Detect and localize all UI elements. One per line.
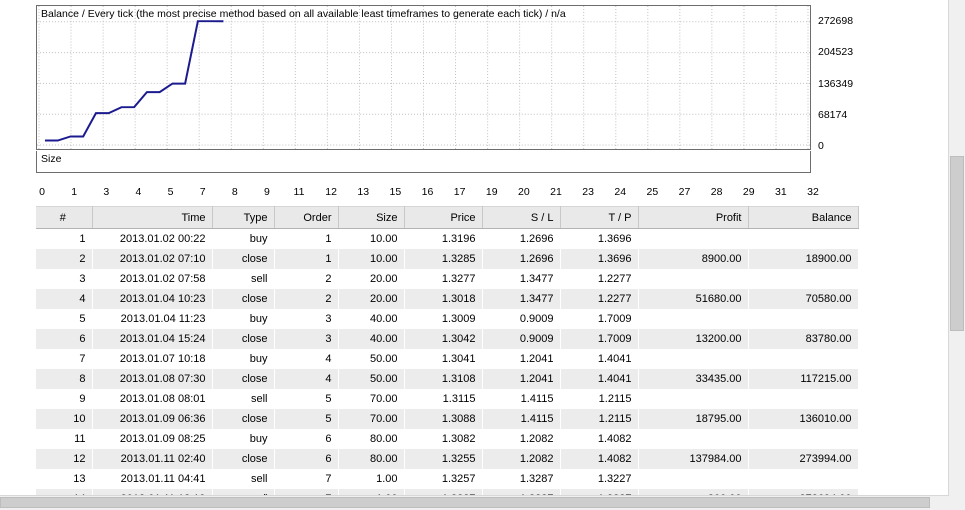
vertical-scrollbar-thumb[interactable] [950, 156, 964, 331]
x-axis-tick-label: 16 [421, 186, 434, 198]
cell-number: 6 [36, 329, 92, 349]
cell-order: 5 [274, 389, 338, 409]
cell-price: 1.3108 [404, 369, 482, 389]
chart-size-label: Size [41, 153, 62, 165]
cell-profit: 137984.00 [638, 449, 748, 469]
cell-number: 2 [36, 249, 92, 269]
cell-profit [638, 389, 748, 409]
cell-profit [638, 349, 748, 369]
cell-price: 1.3041 [404, 349, 482, 369]
cell-tp: 1.2115 [560, 409, 638, 429]
y-axis-tick-label: 68174 [818, 108, 848, 121]
cell-number: 1 [36, 229, 92, 250]
cell-order: 3 [274, 309, 338, 329]
balance-chart [36, 5, 813, 173]
cell-time: 2013.01.04 10:23 [92, 289, 212, 309]
cell-profit [638, 269, 748, 289]
x-axis-tick-label: 11 [293, 186, 305, 198]
cell-tp: 1.3227 [560, 469, 638, 489]
chart-plot-area [36, 5, 811, 150]
table-row[interactable] [36, 289, 858, 309]
x-axis-tick-label: 24 [614, 186, 627, 198]
cell-time: 2013.01.08 08:01 [92, 389, 212, 409]
cell-time: 2013.01.02 00:22 [92, 229, 212, 250]
x-axis-tick-label: 8 [231, 186, 238, 198]
cell-size: 70.00 [338, 389, 404, 409]
cell-price: 1.3257 [404, 469, 482, 489]
cell-balance [748, 269, 858, 289]
cell-balance: 117215.00 [748, 369, 858, 389]
cell-sl: 1.3477 [482, 289, 560, 309]
cell-tp: 1.4082 [560, 449, 638, 469]
col-header-order[interactable]: Order [274, 207, 338, 229]
cell-size: 20.00 [338, 269, 404, 289]
col-header-type[interactable]: Type [212, 207, 274, 229]
cell-sl: 1.2041 [482, 349, 560, 369]
x-axis-tick-label: 20 [518, 186, 530, 198]
x-axis-tick-label: 4 [135, 186, 142, 198]
x-axis-tick-label: 15 [389, 186, 402, 198]
cell-price: 1.3088 [404, 409, 482, 429]
x-axis-tick-label: 25 [646, 186, 659, 198]
cell-number: 9 [36, 389, 92, 409]
cell-type: close [212, 249, 274, 269]
x-axis-tick-label: 23 [582, 186, 594, 198]
cell-profit: 51680.00 [638, 289, 748, 309]
col-header-number[interactable]: # [36, 207, 92, 229]
cell-balance [748, 429, 858, 449]
cell-balance [748, 389, 858, 409]
horizontal-scrollbar-thumb[interactable] [0, 497, 930, 508]
cell-time: 2013.01.07 10:18 [92, 349, 212, 369]
cell-order: 5 [274, 409, 338, 429]
cell-type: close [212, 369, 274, 389]
cell-order: 6 [274, 429, 338, 449]
table-row[interactable] [36, 429, 858, 449]
cell-price: 1.3115 [404, 389, 482, 409]
cell-type: close [212, 289, 274, 309]
chart-size-pane [36, 151, 811, 173]
chart-y-axis-labels [818, 5, 888, 150]
cell-number: 12 [36, 449, 92, 469]
table-row[interactable] [36, 249, 858, 269]
cell-profit: 13200.00 [638, 329, 748, 349]
cell-time: 2013.01.08 07:30 [92, 369, 212, 389]
y-axis-tick-label: 0 [818, 140, 824, 152]
col-header-size[interactable]: Size [338, 207, 404, 229]
x-axis-tick-label: 28 [710, 186, 723, 198]
cell-tp: 1.2277 [560, 289, 638, 309]
cell-size: 50.00 [338, 349, 404, 369]
cell-type: buy [212, 309, 274, 329]
x-axis-tick-label: 21 [550, 186, 562, 198]
col-header-price[interactable]: Price [404, 207, 482, 229]
x-axis-tick-label: 13 [357, 186, 370, 198]
cell-number: 5 [36, 309, 92, 329]
cell-price: 1.3018 [404, 289, 482, 309]
cell-order: 4 [274, 369, 338, 389]
cell-profit [638, 469, 748, 489]
cell-sl: 1.2041 [482, 369, 560, 389]
x-axis-tick-label: 7 [199, 186, 206, 198]
cell-tp: 1.7009 [560, 329, 638, 349]
cell-balance [748, 469, 858, 489]
cell-price: 1.3255 [404, 449, 482, 469]
x-axis-tick-label: 19 [485, 186, 498, 198]
cell-tp: 1.3696 [560, 249, 638, 269]
table-row[interactable] [36, 469, 858, 489]
cell-profit [638, 309, 748, 329]
cell-time: 2013.01.09 06:36 [92, 409, 212, 429]
cell-order: 2 [274, 269, 338, 289]
cell-sl: 1.4115 [482, 389, 560, 409]
cell-number: 8 [36, 369, 92, 389]
cell-number: 4 [36, 289, 92, 309]
cell-tp: 1.2277 [560, 269, 638, 289]
cell-number: 11 [36, 429, 92, 449]
cell-tp: 1.2115 [560, 389, 638, 409]
cell-size: 80.00 [338, 449, 404, 469]
cell-order: 1 [274, 249, 338, 269]
cell-sl: 1.2082 [482, 429, 560, 449]
table-row[interactable] [36, 329, 858, 349]
cell-time: 2013.01.09 08:25 [92, 429, 212, 449]
cell-balance [748, 309, 858, 329]
cell-time: 2013.01.11 04:41 [92, 469, 212, 489]
cell-type: close [212, 449, 274, 469]
cell-type: sell [212, 389, 274, 409]
cell-type: close [212, 409, 274, 429]
x-axis-tick-label: 27 [678, 186, 691, 198]
x-axis-tick-label: 12 [325, 186, 337, 198]
cell-price: 1.3285 [404, 249, 482, 269]
cell-tp: 1.7009 [560, 309, 638, 329]
col-header-time[interactable]: Time [92, 207, 212, 229]
cell-size: 40.00 [338, 329, 404, 349]
cell-time: 2013.01.02 07:10 [92, 249, 212, 269]
scrollbar-corner [949, 496, 965, 510]
cell-profit [638, 229, 748, 250]
x-axis-tick-label: 17 [453, 186, 466, 198]
cell-time: 2013.01.04 15:24 [92, 329, 212, 349]
x-axis-tick-label: 31 [775, 186, 787, 198]
y-axis-tick-label: 136349 [818, 77, 854, 90]
cell-sl: 0.9009 [482, 309, 560, 329]
cell-balance [748, 229, 858, 250]
cell-type: sell [212, 269, 274, 289]
table-header-row [36, 207, 858, 229]
x-axis-tick-label: 5 [167, 186, 174, 198]
cell-balance: 83780.00 [748, 329, 858, 349]
chart-title: Balance / Every tick (the most precise method based on all available least timeframes to generate each tick) / n/a [41, 8, 566, 20]
x-axis-tick-label: 32 [807, 186, 819, 198]
col-header-tp[interactable]: T / P [560, 207, 638, 229]
vertical-scrollbar-track[interactable] [949, 0, 965, 155]
cell-tp: 1.4041 [560, 349, 638, 369]
cell-price: 1.3042 [404, 329, 482, 349]
x-axis-tick-label: 3 [103, 186, 110, 198]
col-header-balance[interactable]: Balance [748, 207, 858, 229]
cell-price: 1.3009 [404, 309, 482, 329]
cell-price: 1.3196 [404, 229, 482, 250]
table-row[interactable] [36, 369, 858, 389]
cell-profit: 8900.00 [638, 249, 748, 269]
x-axis-tick-label: 1 [71, 186, 78, 198]
cell-order: 6 [274, 449, 338, 469]
table-body [36, 229, 858, 510]
x-axis-tick-label: 0 [39, 186, 45, 198]
cell-order: 3 [274, 329, 338, 349]
cell-order: 2 [274, 289, 338, 309]
trades-table-container [36, 206, 858, 509]
cell-type: close [212, 329, 274, 349]
table-row[interactable] [36, 389, 858, 409]
table-row[interactable] [36, 349, 858, 369]
cell-number: 3 [36, 269, 92, 289]
cell-size: 10.00 [338, 249, 404, 269]
chart-canvas [37, 6, 810, 149]
cell-sl: 1.4115 [482, 409, 560, 429]
cell-type: buy [212, 349, 274, 369]
cell-type: buy [212, 229, 274, 250]
cell-type: buy [212, 429, 274, 449]
cell-size: 70.00 [338, 409, 404, 429]
cell-price: 1.3082 [404, 429, 482, 449]
cell-tp: 1.3696 [560, 229, 638, 250]
table-row[interactable] [36, 269, 858, 289]
cell-size: 20.00 [338, 289, 404, 309]
cell-order: 7 [274, 469, 338, 489]
cell-size: 80.00 [338, 429, 404, 449]
cell-balance: 273994.00 [748, 449, 858, 469]
cell-size: 1.00 [338, 469, 404, 489]
cell-price: 1.3277 [404, 269, 482, 289]
y-axis-tick-label: 272698 [818, 15, 854, 27]
cell-number: 7 [36, 349, 92, 369]
cell-profit: 18795.00 [638, 409, 748, 429]
cell-size: 10.00 [338, 229, 404, 250]
x-axis-tick-label: 29 [742, 186, 755, 198]
y-axis-tick-label: 204523 [818, 46, 854, 59]
cell-profit [638, 429, 748, 449]
cell-balance [748, 349, 858, 369]
vertical-scrollbar[interactable] [948, 0, 965, 496]
cell-sl: 1.3477 [482, 269, 560, 289]
table-row[interactable] [36, 229, 858, 250]
cell-order: 1 [274, 229, 338, 250]
cell-order: 4 [274, 349, 338, 369]
cell-sl: 1.2696 [482, 229, 560, 250]
cell-tp: 1.4041 [560, 369, 638, 389]
cell-balance: 136010.00 [748, 409, 858, 429]
cell-sl: 0.9009 [482, 329, 560, 349]
cell-size: 50.00 [338, 369, 404, 389]
table-row[interactable] [36, 449, 858, 469]
cell-time: 2013.01.04 11:23 [92, 309, 212, 329]
cell-size: 40.00 [338, 309, 404, 329]
cell-profit: 33435.00 [638, 369, 748, 389]
trades-table [36, 206, 859, 509]
x-axis-tick-label: 9 [263, 186, 270, 198]
cell-time: 2013.01.11 02:40 [92, 449, 212, 469]
cell-time: 2013.01.02 07:58 [92, 269, 212, 289]
table-row[interactable] [36, 409, 858, 429]
cell-sl: 1.3287 [482, 469, 560, 489]
chart-x-axis-labels [36, 186, 819, 200]
col-header-sl[interactable]: S / L [482, 207, 560, 229]
cell-balance: 70580.00 [748, 289, 858, 309]
cell-number: 13 [36, 469, 92, 489]
cell-type: sell [212, 469, 274, 489]
cell-balance: 18900.00 [748, 249, 858, 269]
cell-number: 10 [36, 409, 92, 429]
cell-sl: 1.2696 [482, 249, 560, 269]
cell-sl: 1.2082 [482, 449, 560, 469]
cell-tp: 1.4082 [560, 429, 638, 449]
table-row[interactable] [36, 309, 858, 329]
horizontal-scrollbar[interactable] [0, 495, 949, 510]
col-header-profit[interactable]: Profit [638, 207, 748, 229]
